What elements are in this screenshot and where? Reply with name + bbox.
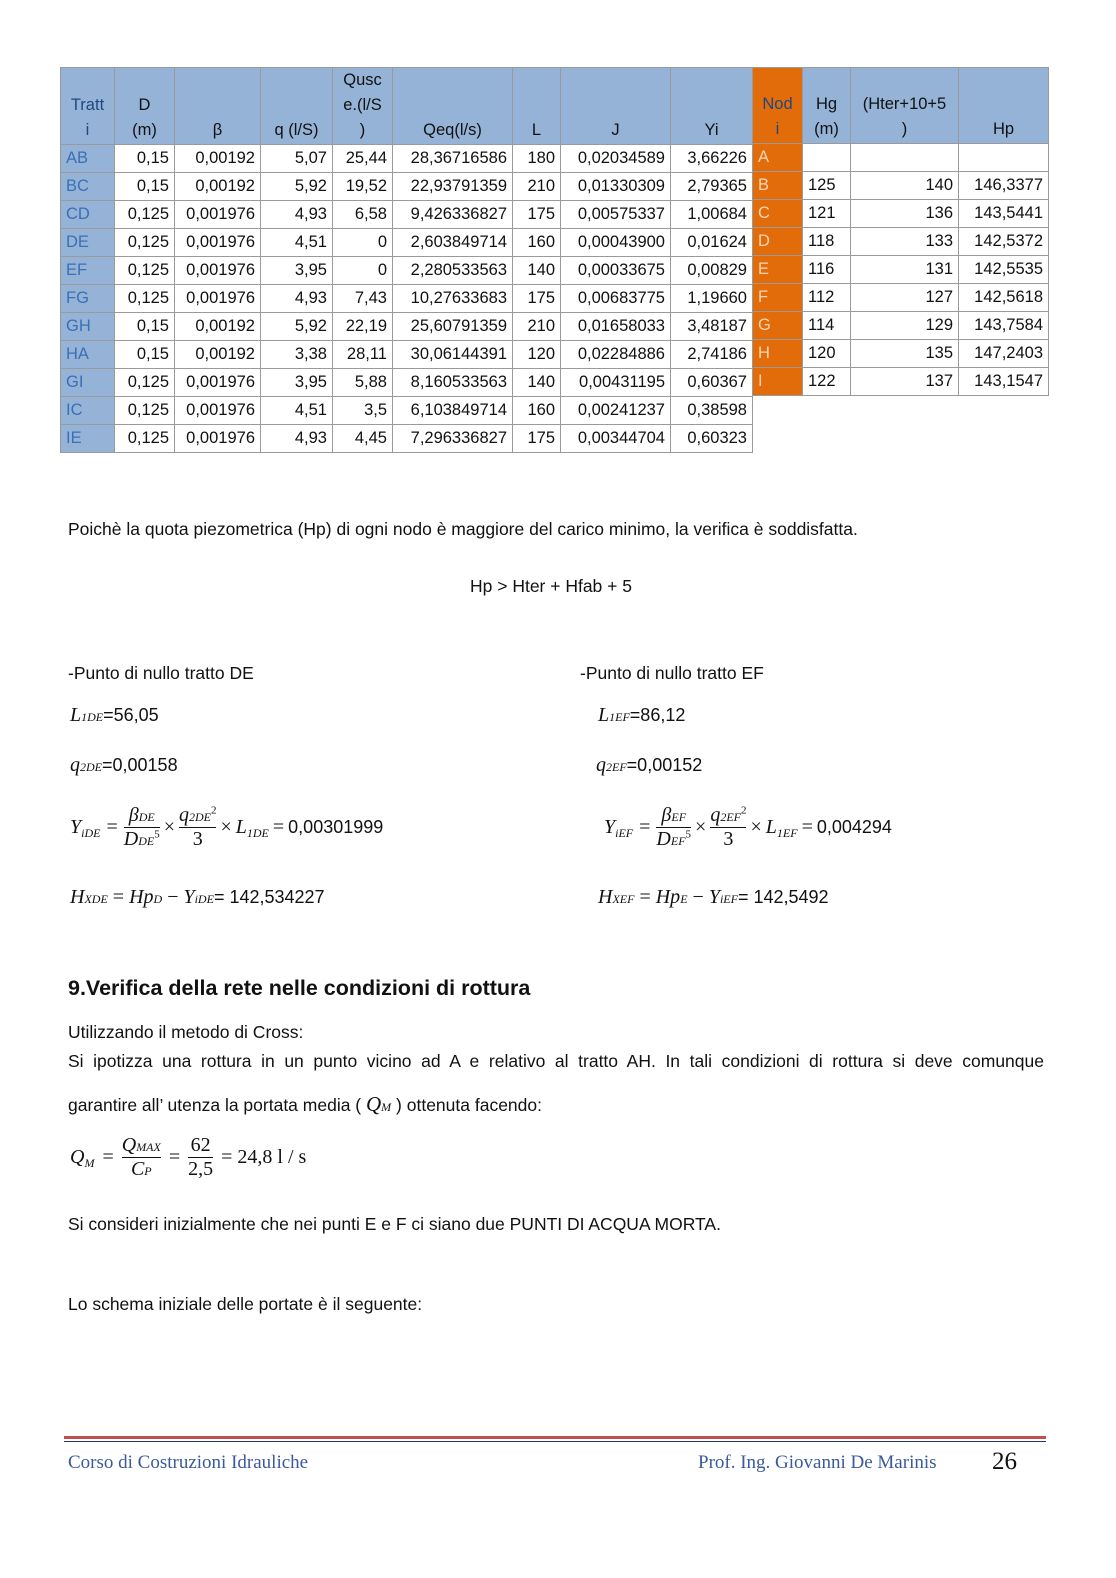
pipes-cell: 0,00192 bbox=[175, 341, 261, 369]
pipes-cell: 2,280533563 bbox=[393, 257, 513, 285]
pipes-cell: 0,00344704 bbox=[561, 425, 671, 453]
nodes-cell: 142,5535 bbox=[959, 256, 1049, 284]
nodes-table-row bbox=[753, 284, 1049, 312]
pipes-cell: 2,74186 bbox=[671, 341, 753, 369]
pipes-cell: 4,93 bbox=[261, 201, 333, 229]
pipes-table-row bbox=[61, 397, 753, 425]
nodes-cell: 140 bbox=[851, 172, 959, 200]
pipes-table-row bbox=[61, 257, 753, 285]
pipes-header-cell: J bbox=[561, 68, 671, 145]
segment-label: DE bbox=[61, 229, 115, 257]
pipes-cell: 4,45 bbox=[333, 425, 393, 453]
pipes-header-cell: q (l/S) bbox=[261, 68, 333, 145]
pipes-cell: 5,07 bbox=[261, 145, 333, 173]
ef-H-value: = 142,5492 bbox=[737, 887, 829, 907]
qm-formula: Q M = $\frac{\text{QMAX}}{CP}$ = $\frac{62}{2,5}$ = 24,8 l / s bbox=[70, 1134, 307, 1180]
segment-label: GH bbox=[61, 313, 115, 341]
node-label: A bbox=[753, 144, 803, 172]
pipes-cell: 30,06144391 bbox=[393, 341, 513, 369]
nodes-table-row bbox=[753, 340, 1049, 368]
pipes-table-row bbox=[61, 313, 753, 341]
pipes-cell: 0,00241237 bbox=[561, 397, 671, 425]
pipes-cell: 28,36716586 bbox=[393, 145, 513, 173]
nodes-cell: 143,5441 bbox=[959, 200, 1049, 228]
cross-method-text: Utilizzando il metodo di Cross: bbox=[68, 1022, 304, 1042]
pipes-cell: 0,38598 bbox=[671, 397, 753, 425]
pipes-table bbox=[60, 67, 753, 453]
pipes-cell: 0,001976 bbox=[175, 229, 261, 257]
pipes-cell: 22,19 bbox=[333, 313, 393, 341]
pipes-table-row bbox=[61, 145, 753, 173]
pipes-cell: 0,125 bbox=[115, 229, 175, 257]
pipes-table-row bbox=[61, 173, 753, 201]
node-label: H bbox=[753, 340, 803, 368]
nodes-table-row bbox=[753, 312, 1049, 340]
pipes-cell: 3,5 bbox=[333, 397, 393, 425]
qm-text-start: garantire all’ utenza la portata media ( bbox=[68, 1095, 362, 1115]
pipes-cell: 210 bbox=[513, 313, 561, 341]
nodes-cell: 116 bbox=[803, 256, 851, 284]
pipes-cell: 7,43 bbox=[333, 285, 393, 313]
pipes-cell: 175 bbox=[513, 425, 561, 453]
pipes-cell: 0,001976 bbox=[175, 425, 261, 453]
nodes-cell: 131 bbox=[851, 256, 959, 284]
pipes-cell: 0,00033675 bbox=[561, 257, 671, 285]
qm-result: = 24,8 l / s bbox=[221, 1146, 307, 1168]
nodes-header-cell: Hg (m) bbox=[803, 68, 851, 144]
pipes-cell: 0,001976 bbox=[175, 369, 261, 397]
nodes-cell: 146,3377 bbox=[959, 172, 1049, 200]
pipes-cell: 180 bbox=[513, 145, 561, 173]
nodes-cell: 135 bbox=[851, 340, 959, 368]
footer-rule bbox=[64, 1436, 1046, 1439]
pipes-header-cell: Tratt i bbox=[61, 68, 115, 145]
footer-rule-thin bbox=[64, 1441, 1046, 1442]
nodes-cell: 143,1547 bbox=[959, 368, 1049, 396]
ef-Y-formula: Y iEF = $\frac{\text{βEF}}{DEF^5}$ × $\frac{q2EF^2}{3}$ × L 1EF = 0,004294 bbox=[604, 804, 892, 850]
pipes-cell: 2,79365 bbox=[671, 173, 753, 201]
nodes-header-cell: Hp bbox=[959, 68, 1049, 144]
nodes-cell: 129 bbox=[851, 312, 959, 340]
nodes-cell: 137 bbox=[851, 368, 959, 396]
pipes-cell: 4,93 bbox=[261, 425, 333, 453]
footer-course: Corso di Costruzioni Idrauliche bbox=[68, 1452, 309, 1473]
pipes-cell: 175 bbox=[513, 201, 561, 229]
pipes-cell: 3,95 bbox=[261, 257, 333, 285]
pipes-cell: 5,92 bbox=[261, 173, 333, 201]
nodes-cell: 147,2403 bbox=[959, 340, 1049, 368]
nodes-table-row bbox=[753, 228, 1049, 256]
pipes-cell: 0,00192 bbox=[175, 313, 261, 341]
pipes-cell: 0,15 bbox=[115, 341, 175, 369]
pipes-cell: 1,00684 bbox=[671, 201, 753, 229]
nodes-table-row bbox=[753, 144, 1049, 172]
node-label: E bbox=[753, 256, 803, 284]
segment-label: BC bbox=[61, 173, 115, 201]
nodes-table-row bbox=[753, 200, 1049, 228]
pipes-cell: 0,125 bbox=[115, 285, 175, 313]
de-L-formula: L1DE=56,05 bbox=[70, 704, 159, 726]
pipes-cell: 0,00431195 bbox=[561, 369, 671, 397]
pipes-cell: 0,125 bbox=[115, 425, 175, 453]
pipes-table-row bbox=[61, 425, 753, 453]
pipes-cell: 0 bbox=[333, 257, 393, 285]
ef-q-formula: q2EF=0,00152 bbox=[596, 754, 703, 776]
pipes-cell: 175 bbox=[513, 285, 561, 313]
rupture-paragraph: Si ipotizza una rottura in un punto vicino ad A e relativo al tratto AH. In tali condizioni di rottura si deve comunque bbox=[68, 1051, 1044, 1071]
pipes-cell: 0,001976 bbox=[175, 397, 261, 425]
pipes-cell: 3,48187 bbox=[671, 313, 753, 341]
pipes-cell: 4,93 bbox=[261, 285, 333, 313]
pipes-cell: 4,51 bbox=[261, 229, 333, 257]
footer-professor: Prof. Ing. Giovanni De Marinis bbox=[698, 1452, 937, 1473]
pipes-cell: 0,60323 bbox=[671, 425, 753, 453]
nodes-header-cell: (Hter+10+5 ) bbox=[851, 68, 959, 144]
nodes-cell bbox=[851, 144, 959, 172]
node-label: D bbox=[753, 228, 803, 256]
pipes-cell: 0,125 bbox=[115, 257, 175, 285]
nodes-table-row bbox=[753, 172, 1049, 200]
pipes-cell: 3,66226 bbox=[671, 145, 753, 173]
pipes-cell: 0,00192 bbox=[175, 145, 261, 173]
segment-label: GI bbox=[61, 369, 115, 397]
pipes-cell: 5,92 bbox=[261, 313, 333, 341]
nodes-cell: 120 bbox=[803, 340, 851, 368]
de-Y-value: 0,00301999 bbox=[288, 817, 384, 837]
segment-label: FG bbox=[61, 285, 115, 313]
ef-L-formula: L1EF=86,12 bbox=[598, 704, 686, 726]
de-H-value: = 142,534227 bbox=[213, 887, 325, 907]
segment-label: IE bbox=[61, 425, 115, 453]
scheme-paragraph: Lo schema iniziale delle portate è il seguente: bbox=[68, 1294, 423, 1314]
pipes-header-cell: Qeq(l/s) bbox=[393, 68, 513, 145]
pipes-cell: 28,11 bbox=[333, 341, 393, 369]
nodes-cell: 127 bbox=[851, 284, 959, 312]
pipes-table-row bbox=[61, 285, 753, 313]
nodes-cell: 112 bbox=[803, 284, 851, 312]
pipes-cell: 140 bbox=[513, 369, 561, 397]
de-q-formula: q2DE=0,00158 bbox=[70, 754, 178, 776]
ef-title: -Punto di nullo tratto EF bbox=[580, 663, 764, 683]
dead-water-paragraph: Si consideri inizialmente che nei punti E e F ci siano due PUNTI DI ACQUA MORTA. bbox=[68, 1214, 721, 1234]
pipes-cell: 140 bbox=[513, 257, 561, 285]
nodes-cell: 122 bbox=[803, 368, 851, 396]
pipes-table-row bbox=[61, 229, 753, 257]
section-heading: 9.Verifica della rete nelle condizioni di rottura bbox=[68, 976, 531, 1000]
pipes-cell: 160 bbox=[513, 397, 561, 425]
nodes-cell: 114 bbox=[803, 312, 851, 340]
pipes-cell: 0,02284886 bbox=[561, 341, 671, 369]
pipes-cell: 6,103849714 bbox=[393, 397, 513, 425]
pipes-table-row bbox=[61, 201, 753, 229]
pipes-cell: 210 bbox=[513, 173, 561, 201]
pipes-cell: 0,60367 bbox=[671, 369, 753, 397]
nodes-cell: 118 bbox=[803, 228, 851, 256]
pipes-cell: 1,19660 bbox=[671, 285, 753, 313]
pipes-cell: 10,27633683 bbox=[393, 285, 513, 313]
pipes-cell: 7,296336827 bbox=[393, 425, 513, 453]
segment-label: HA bbox=[61, 341, 115, 369]
pipes-cell: 0,01330309 bbox=[561, 173, 671, 201]
de-title: -Punto di nullo tratto DE bbox=[68, 663, 254, 683]
page-number: 26 bbox=[992, 1448, 1017, 1475]
pipes-cell: 0,15 bbox=[115, 145, 175, 173]
qm-denominator: 2,5 bbox=[188, 1158, 214, 1180]
pipes-cell: 0,01624 bbox=[671, 229, 753, 257]
qm-text-end: ) ottenuta facendo: bbox=[396, 1095, 542, 1115]
pipes-header-cell: L bbox=[513, 68, 561, 145]
segment-label: CD bbox=[61, 201, 115, 229]
pipes-header-cell: D (m) bbox=[115, 68, 175, 145]
pipes-header-cell: β bbox=[175, 68, 261, 145]
pipes-cell: 2,603849714 bbox=[393, 229, 513, 257]
segment-label: AB bbox=[61, 145, 115, 173]
nodes-cell: 136 bbox=[851, 200, 959, 228]
node-label: G bbox=[753, 312, 803, 340]
pipes-cell: 0,00043900 bbox=[561, 229, 671, 257]
ef-H-formula: HXEF = HpE − YiEF= 142,5492 bbox=[598, 886, 829, 908]
nodes-cell: 125 bbox=[803, 172, 851, 200]
pipes-cell: 0,00829 bbox=[671, 257, 753, 285]
pipes-cell: 0,125 bbox=[115, 369, 175, 397]
pipes-cell: 0,15 bbox=[115, 313, 175, 341]
pipes-table-row bbox=[61, 369, 753, 397]
node-label: C bbox=[753, 200, 803, 228]
pipes-cell: 0,125 bbox=[115, 397, 175, 425]
node-label: B bbox=[753, 172, 803, 200]
nodes-cell: 143,7584 bbox=[959, 312, 1049, 340]
ef-q-value: =0,00152 bbox=[626, 755, 703, 775]
pipes-cell: 4,51 bbox=[261, 397, 333, 425]
pipes-cell: 0,001976 bbox=[175, 201, 261, 229]
pipes-cell: 160 bbox=[513, 229, 561, 257]
nodes-cell bbox=[959, 144, 1049, 172]
pipes-cell: 25,44 bbox=[333, 145, 393, 173]
node-label: I bbox=[753, 368, 803, 396]
qm-numerator: 62 bbox=[190, 1134, 211, 1156]
de-H-formula: HXDE = HpD − YiDE= 142,534227 bbox=[70, 886, 325, 908]
nodes-header-cell: Nod i bbox=[753, 68, 803, 144]
pipes-cell: 19,52 bbox=[333, 173, 393, 201]
ef-L-value: =86,12 bbox=[629, 705, 686, 725]
pipes-cell: 0,125 bbox=[115, 201, 175, 229]
de-Y-formula: Y iDE = $\frac{\text{βDE}}{DDE^5}$ × $\frac{q2DE^2}{3}$ × L 1DE = 0,00301999 bbox=[70, 804, 384, 850]
pipes-header-cell: Qusc e.(l/S ) bbox=[333, 68, 393, 145]
pipes-cell: 5,88 bbox=[333, 369, 393, 397]
pipes-cell: 0,00683775 bbox=[561, 285, 671, 313]
qm-paragraph: garantire all’ utenza la portata media ( QM ) ottenuta facendo: bbox=[68, 1092, 542, 1116]
nodes-table-row bbox=[753, 256, 1049, 284]
pipes-cell: 0,02034589 bbox=[561, 145, 671, 173]
de-L-value: =56,05 bbox=[103, 705, 159, 725]
node-label: F bbox=[753, 284, 803, 312]
pipes-cell: 22,93791359 bbox=[393, 173, 513, 201]
verification-paragraph: Poichè la quota piezometrica (Hp) di ogni nodo è maggiore del carico minimo, la verifica è soddisfatta. bbox=[68, 519, 858, 539]
pipes-cell: 3,95 bbox=[261, 369, 333, 397]
nodes-cell: 121 bbox=[803, 200, 851, 228]
inequality: Hp > Hter + Hfab + 5 bbox=[470, 576, 632, 596]
nodes-cell bbox=[803, 144, 851, 172]
pipes-cell: 0 bbox=[333, 229, 393, 257]
de-q-value: =0,00158 bbox=[102, 755, 178, 775]
pipes-cell: 25,60791359 bbox=[393, 313, 513, 341]
segment-label: IC bbox=[61, 397, 115, 425]
pipes-cell: 0,001976 bbox=[175, 257, 261, 285]
pipes-cell: 3,38 bbox=[261, 341, 333, 369]
pipes-cell: 0,01658033 bbox=[561, 313, 671, 341]
pipes-cell: 0,001976 bbox=[175, 285, 261, 313]
ef-Y-value: 0,004294 bbox=[816, 817, 892, 837]
pipes-cell: 9,426336827 bbox=[393, 201, 513, 229]
pipes-cell: 6,58 bbox=[333, 201, 393, 229]
pipes-cell: 120 bbox=[513, 341, 561, 369]
nodes-cell: 142,5372 bbox=[959, 228, 1049, 256]
pipes-cell: 8,160533563 bbox=[393, 369, 513, 397]
nodes-table bbox=[752, 67, 1049, 396]
pipes-cell: 0,00192 bbox=[175, 173, 261, 201]
pipes-table-row bbox=[61, 341, 753, 369]
nodes-cell: 133 bbox=[851, 228, 959, 256]
pipes-cell: 0,15 bbox=[115, 173, 175, 201]
segment-label: EF bbox=[61, 257, 115, 285]
pipes-header-cell: Yi bbox=[671, 68, 753, 145]
pipes-cell: 0,00575337 bbox=[561, 201, 671, 229]
nodes-table-row bbox=[753, 368, 1049, 396]
nodes-cell: 142,5618 bbox=[959, 284, 1049, 312]
